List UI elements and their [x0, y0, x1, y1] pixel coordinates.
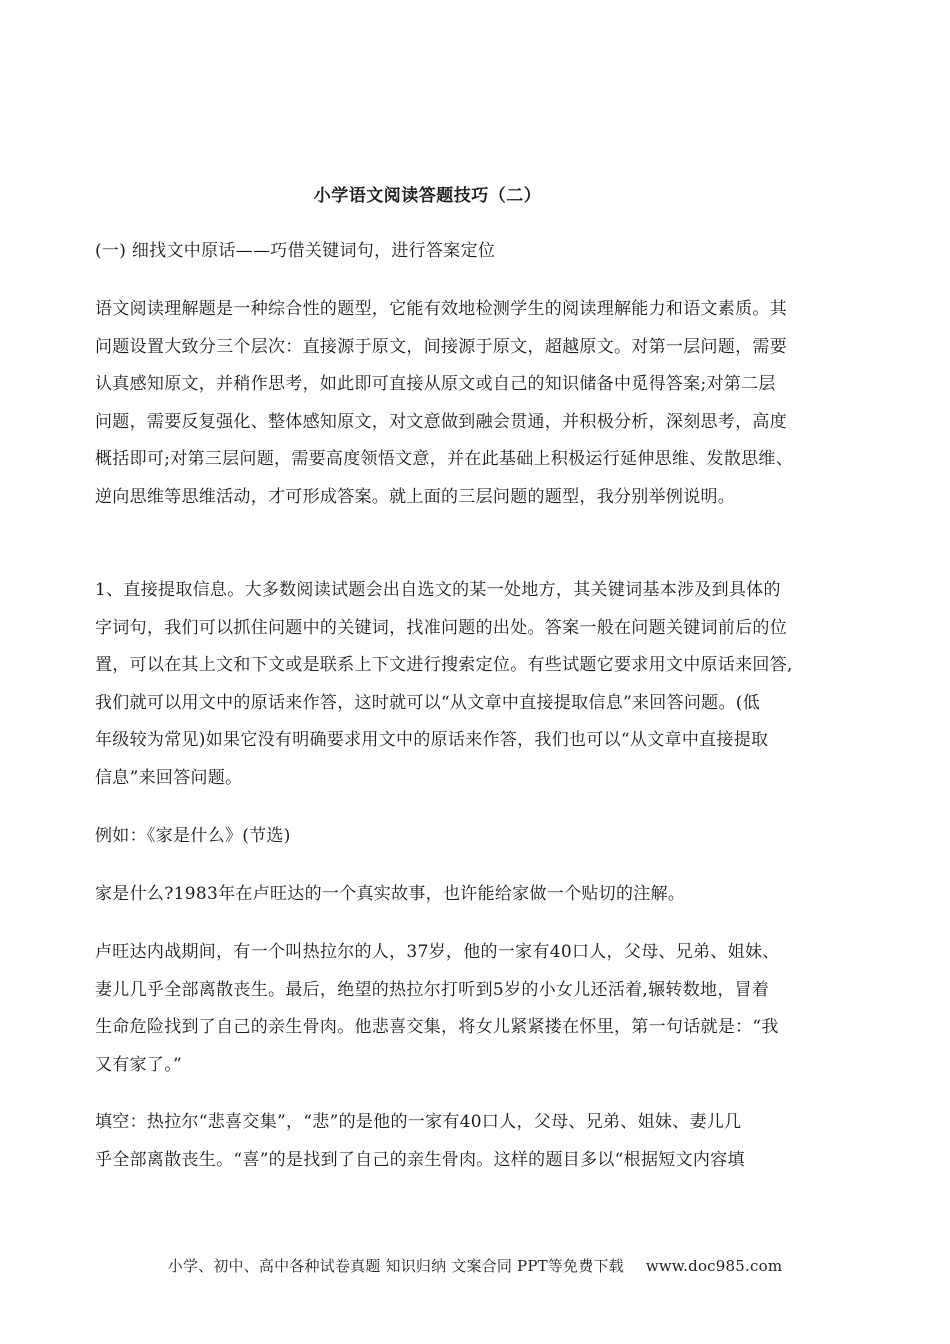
example-label	[95, 818, 865, 856]
paragraph-line: 我们就可以用文中的原话来作答，这时就可以“从文章中直接提取信息”来回答问题。(低	[95, 692, 761, 713]
paragraph-line: 逆向思维等思维活动，才可形成答案。就上面的三层问题的题型，我分别举例说明。	[95, 486, 736, 507]
paragraph-line: 生命危险找到了自己的亲生骨肉。他悲喜交集，将女儿紧紧搂在怀里，第一句话就是：“我	[95, 1017, 779, 1037]
paragraph-line: 语文阅读理解题是一种综合性的题型，它能有效地检测学生的阅读理解能力和语文素质。其	[95, 299, 787, 319]
document-title: 小学语文阅读答题技巧（二）	[313, 186, 542, 206]
section-heading	[95, 233, 865, 271]
point-1-paragraph	[95, 572, 865, 797]
paragraph-line: 年级较为常见)如果它没有明确要求用文中的原话来作答，我们也可以“从文章中直接提取	[95, 730, 769, 750]
paragraph-line: 妻儿几乎全部离散丧生。最后，绝望的热拉尔打听到5岁的小女儿还活着,辗转数地，冒着	[95, 979, 770, 1000]
paragraph-line: 1、直接提取信息。大多数阅读试题会出自选文的某一处地方，其关键词基本涉及到具体的	[95, 580, 781, 600]
paragraph-line: 置，可以在其上文和下文或是联系上下文进行搜索定位。有些试题它要求用文中原话来回答,	[95, 655, 793, 675]
answer-paragraph	[95, 1104, 865, 1179]
paragraph-line: 乎全部离散丧生。“喜”的是找到了自己的亲生骨肉。这样的题目多以“根据短文内容填	[95, 1149, 745, 1170]
story-paragraph	[95, 934, 865, 1084]
intro-paragraph	[95, 291, 865, 516]
paragraph-line: 卢旺达内战期间，有一个叫热拉尔的人，37岁，他的一家有40口人，父母、兄弟、姐妹、	[95, 942, 780, 962]
footer-text: 小学、初中、高中各种试卷真题 知识归纳 文案合同 PPT等免费下载	[167, 1257, 624, 1275]
paragraph-line: 问题设置大致分三个层次：直接源于原文，间接源于原文，超越原文。对第一层问题，需要	[95, 336, 787, 357]
paragraph-line: 概括即可;对第三层问题，需要高度领悟文意，并在此基础上积极运行延伸思维、发散思维、	[95, 449, 794, 469]
paragraph-line: 问题，需要反复强化、整体感知原文，对文意做到融会贯通，并积极分析，深刻思考，高度	[95, 411, 787, 432]
example-intro-text: 家是什么?1983年在卢旺达的一个真实故事，也许能给家做一个贴切的注解。	[95, 884, 686, 904]
paragraph-line: 字词句，我们可以抓住问题中的关键词，找准问题的出处。答案一般在问题关键词前后的位	[95, 617, 787, 638]
paragraph-line: 填空：热拉尔“悲喜交集”，“悲”的是他的一家有40口人，父母、兄弟、姐妹、妻儿几	[95, 1112, 742, 1132]
page-footer	[0, 1255, 950, 1276]
paragraph-line: 又有家了。”	[95, 1054, 182, 1075]
example-label-text: 例如：《家是什么》(节选)	[95, 826, 291, 846]
footer-url[interactable]: www.doc985.com	[645, 1257, 783, 1275]
section-heading-text: (一) 细找文中原话——巧借关键词句，进行答案定位	[95, 241, 496, 261]
example-intro	[95, 876, 865, 914]
paragraph-line: 认真感知原文，并稍作思考，如此即可直接从原文或自己的知识储备中觅得答案;对第二层	[95, 374, 776, 394]
paragraph-line: 信息”来回答问题。	[95, 767, 243, 788]
